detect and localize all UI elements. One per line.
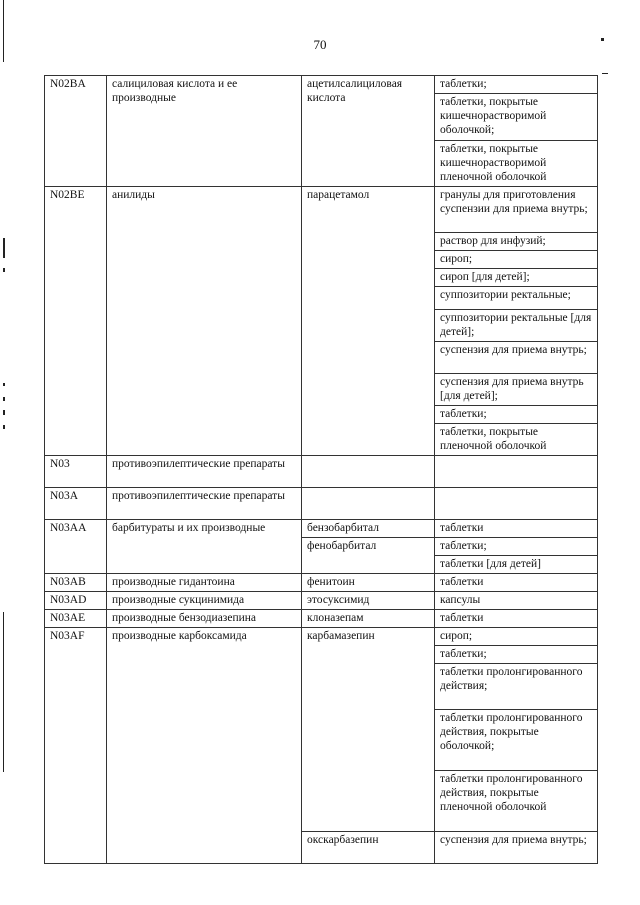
pharmacological-group: производные сукцинимида	[107, 592, 302, 610]
scan-mark	[3, 397, 5, 401]
dosage-form: сироп;	[435, 628, 598, 646]
dosage-form: таблетки пролонгированного действия, покрытые оболочкой;	[435, 710, 598, 771]
drug-name	[302, 456, 435, 488]
dosage-form: таблетки	[435, 520, 598, 538]
dosage-form: таблетки, покрытые пленочной оболочкой	[435, 424, 598, 456]
table-row	[45, 628, 598, 646]
scan-mark	[3, 268, 5, 272]
dosage-form: сироп [для детей];	[435, 269, 598, 287]
table-row	[45, 76, 598, 94]
atc-code: N03AF	[45, 628, 107, 864]
pharmacological-group: производные гидантоина	[107, 574, 302, 592]
dosage-form: суспензия для приема внутрь [для детей];	[435, 374, 598, 406]
atc-code: N03AA	[45, 520, 107, 574]
atc-code: N03AB	[45, 574, 107, 592]
atc-code: N03	[45, 456, 107, 488]
drug-name: этосуксимид	[302, 592, 435, 610]
drug-name: фенитоин	[302, 574, 435, 592]
drug-name: клоназепам	[302, 610, 435, 628]
dosage-form: таблетки;	[435, 538, 598, 556]
table-row	[45, 488, 598, 520]
dosage-form: таблетки;	[435, 646, 598, 664]
drug-name: фенобарбитал	[302, 538, 435, 574]
atc-code: N02BA	[45, 76, 107, 187]
atc-code: N03AD	[45, 592, 107, 610]
pharmacological-group: противоэпилептические препараты	[107, 488, 302, 520]
dosage-form: таблетки пролонгированного действия;	[435, 664, 598, 710]
atc-code: N03AE	[45, 610, 107, 628]
drug-name: парацетамол	[302, 187, 435, 456]
table-row	[45, 520, 598, 538]
pharmacological-group: противоэпилептические препараты	[107, 456, 302, 488]
dosage-form: таблетки;	[435, 76, 598, 94]
dosage-form: таблетки, покрытые кишечнорастворимой оболочкой;	[435, 94, 598, 141]
table-row	[45, 187, 598, 233]
scan-mark	[3, 425, 5, 429]
dosage-form	[435, 456, 598, 488]
dosage-form: суппозитории ректальные;	[435, 287, 598, 310]
table-row	[45, 610, 598, 628]
dosage-form: капсулы	[435, 592, 598, 610]
scan-mark	[3, 410, 5, 415]
dosage-form	[435, 488, 598, 520]
dosage-form: таблетки	[435, 610, 598, 628]
drug-name: окскарбазепин	[302, 832, 435, 864]
drug-name: бензобарбитал	[302, 520, 435, 538]
pharmacological-group: производные карбоксамида	[107, 628, 302, 864]
dosage-form: таблетки [для детей]	[435, 556, 598, 574]
table-row	[45, 456, 598, 488]
table-row	[45, 574, 598, 592]
dosage-form: суппозитории ректальные [для детей];	[435, 310, 598, 342]
scan-mark	[602, 73, 608, 74]
page-number: 70	[313, 37, 327, 52]
dosage-form: таблетки	[435, 574, 598, 592]
pharmacological-group: салициловая кислота и ее производные	[107, 76, 302, 187]
pharmacological-group: анилиды	[107, 187, 302, 456]
dosage-form: суспензия для приема внутрь;	[435, 342, 598, 374]
pharmacological-group: производные бензодиазепина	[107, 610, 302, 628]
scan-mark	[3, 238, 5, 258]
dosage-form: гранулы для приготовления суспензии для приема внутрь;	[435, 187, 598, 233]
left-edge-line	[3, 612, 4, 772]
pharmacological-group: барбитураты и их производные	[107, 520, 302, 574]
left-edge-line	[3, 0, 4, 62]
drug-name	[302, 488, 435, 520]
scan-mark	[601, 38, 604, 41]
drug-name: карбамазепин	[302, 628, 435, 832]
dosage-form: таблетки, покрытые кишечнорастворимой пленочной оболочкой	[435, 141, 598, 187]
atc-code: N03A	[45, 488, 107, 520]
scan-mark	[3, 383, 5, 386]
table-row	[45, 592, 598, 610]
dosage-form: таблетки;	[435, 406, 598, 424]
medication-table	[44, 75, 598, 864]
dosage-form: таблетки пролонгированного действия, покрытые пленочной оболочкой	[435, 771, 598, 832]
drug-name: ацетилсалициловая кислота	[302, 76, 435, 187]
dosage-form: суспензия для приема внутрь;	[435, 832, 598, 864]
atc-code: N02BE	[45, 187, 107, 456]
dosage-form: раствор для инфузий;	[435, 233, 598, 251]
dosage-form: сироп;	[435, 251, 598, 269]
